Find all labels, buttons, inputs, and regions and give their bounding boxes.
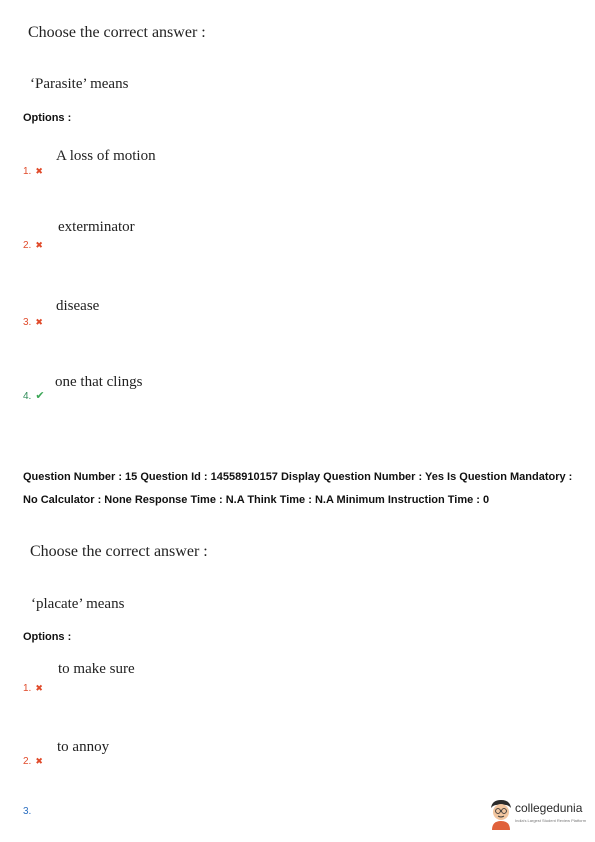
option-text: one that clings	[55, 374, 143, 390]
option-number-label: 2.	[23, 240, 32, 251]
student-mascot-icon	[488, 798, 514, 830]
option-text: to make sure	[58, 661, 135, 677]
option-number-label: 4.	[23, 391, 32, 402]
option-number	[23, 166, 43, 177]
check-icon: ✔	[35, 390, 45, 402]
option-number-label: 1.	[23, 166, 32, 177]
option-number-label: 2.	[23, 756, 32, 767]
options-label: Options :	[23, 112, 72, 124]
logo-tagline: India's Largest Student Review Platform	[515, 818, 587, 823]
option-number-label: 3.	[23, 317, 32, 328]
cross-icon: ✖	[35, 240, 43, 250]
option-number	[23, 317, 43, 328]
option-text: exterminator	[58, 219, 135, 235]
option-number	[23, 683, 43, 694]
question-text: ‘placate’ means	[31, 596, 125, 612]
cross-icon: ✖	[35, 317, 43, 327]
options-label: Options :	[23, 631, 72, 643]
collegedunia-logo	[488, 798, 588, 832]
cross-icon: ✖	[35, 756, 43, 766]
instruction-text: Choose the correct answer :	[28, 24, 206, 41]
option-number	[23, 389, 45, 402]
option-number-label: 1.	[23, 683, 32, 694]
option-text: to annoy	[57, 739, 110, 755]
cross-icon: ✖	[35, 166, 43, 176]
instruction-text: Choose the correct answer :	[30, 543, 208, 560]
logo-wordmark: collegedunia	[515, 801, 583, 815]
option-number	[23, 240, 43, 251]
option-number	[23, 806, 31, 817]
question-metadata: Question Number : 15 Question Id : 14558910157 Display Question Number : Yes Is Question Mandatory : No Calculator : None Response Time : N.A Think Time : N.A Minimum Instruction Time : 0	[23, 471, 573, 506]
cross-icon: ✖	[35, 683, 43, 693]
option-number	[23, 756, 43, 767]
question-text: ‘Parasite’ means	[30, 76, 129, 92]
option-number-label: 3.	[23, 806, 32, 817]
option-text: disease	[56, 298, 100, 314]
option-text: A loss of motion	[56, 148, 156, 164]
